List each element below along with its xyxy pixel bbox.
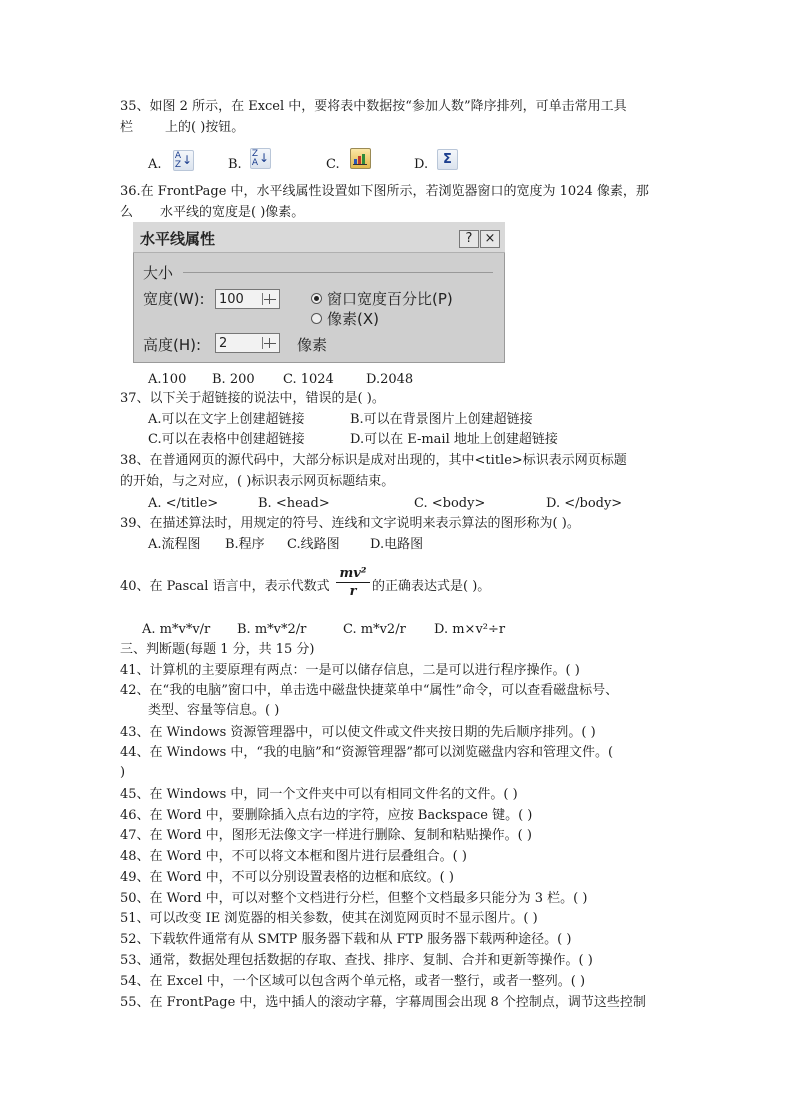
q53-text: 53、通常，数据处理包括数据的存取、查找、排序、复制、合并和更新等操作。( )	[120, 953, 593, 968]
q36-line1: 36.在 FrontPage 中，水平线属性设置如下图所示，若浏览器窗口的宽度为 1024 像素，那	[120, 184, 649, 199]
q38-option-d: D. </body>	[546, 496, 623, 511]
q42-continuation: 类型、容量等信息。( )	[148, 703, 280, 718]
q37-option-a: A.可以在文字上创建超链接	[148, 412, 305, 427]
size-section-label: 大小	[143, 264, 174, 282]
algebraic-fraction	[336, 566, 370, 601]
autosum-icon: Σ	[437, 149, 458, 170]
help-button[interactable]: ?	[459, 230, 479, 248]
height-label: 高度(H):	[143, 336, 202, 354]
q44-text: 44、在 Windows 中，“我的电脑”和“资源管理器”都可以浏览磁盘内容和管理文件。(	[120, 745, 614, 760]
q40-text-start: 40、在 Pascal 语言中，表示代数式	[120, 579, 330, 594]
sort-ascending-icon: A Z ↓	[174, 150, 193, 170]
q39-option-a: A.流程图	[148, 537, 201, 552]
fraction-numerator: mv²	[336, 566, 370, 583]
percent-option-label: 窗口宽度百分比(P)	[327, 290, 453, 308]
q52-text: 52、下载软件通常有从 SMTP 服务器下载和从 FTP 服务器下载两种途径。( )	[120, 932, 572, 947]
q35-option-a-label: A.	[148, 157, 162, 172]
q35-option-c-label: C.	[326, 157, 340, 172]
q37-option-d: D.可以在 E-mail 地址上创建超链接	[350, 432, 558, 447]
q35-line1: 35、如图 2 所示，在 Excel 中，要将表中数据按“参加人数”降序排列，可单击常用工具	[120, 99, 627, 114]
close-button[interactable]: ×	[480, 230, 500, 248]
q38-line1: 38、在普通网页的源代码中，大部分标识是成对出现的，其中<title>标识表示网页标题	[120, 453, 627, 468]
q35-line2-rest: 上的( )按钮。	[165, 120, 245, 135]
width-spinner[interactable]	[262, 293, 277, 305]
q45-text: 45、在 Windows 中，同一个文件夹中可以有相同文件名的文件。( )	[120, 787, 518, 802]
q36-option-a: A.100	[148, 372, 187, 387]
horizontal-line-properties-dialog	[133, 222, 505, 363]
q48-text: 48、在 Word 中，不可以将文本框和图片进行层叠组合。( )	[120, 849, 467, 864]
dialog-titlebar	[133, 222, 505, 253]
q35-option-b-label: B.	[228, 157, 242, 172]
chart-wizard-icon	[350, 148, 371, 169]
q44-continuation: )	[120, 765, 126, 780]
height-input[interactable]: 2	[215, 333, 280, 353]
section-divider	[183, 272, 493, 273]
q35-line2-start: 栏	[120, 120, 134, 135]
q51-text: 51、可以改变 IE 浏览器的相关参数，使其在浏览网页时不显示图片。( )	[120, 911, 538, 926]
q38-option-b: B. <head>	[258, 496, 330, 511]
pixels-radio[interactable]	[311, 313, 322, 324]
q49-text: 49、在 Word 中，不可以分别设置表格的边框和底纹。( )	[120, 870, 454, 885]
q39-text: 39、在描述算法时，用规定的符号、连线和文字说明来表示算法的图形称为( )。	[120, 516, 580, 531]
width-input[interactable]: 100	[215, 289, 280, 309]
fraction-denominator: r	[349, 584, 357, 599]
section3-heading: 三、判断题(每题 1 分，共 15 分)	[120, 642, 315, 657]
q41-text: 41、计算机的主要原理有两点：一是可以储存信息，二是可以进行程序操作。( )	[120, 663, 580, 678]
q46-text: 46、在 Word 中，要删除插入点右边的字符，应按 Backspace 键。( )	[120, 808, 533, 823]
q36-option-d: D.2048	[366, 372, 414, 387]
percent-radio[interactable]	[311, 293, 322, 304]
q42-text: 42、在“我的电脑”窗口中，单击选中磁盘快捷菜单中“属性”命令，可以查看磁盘标号、	[120, 683, 619, 698]
q37-option-c: C.可以在表格中创建超链接	[148, 432, 305, 447]
q39-option-b: B.程序	[225, 537, 265, 552]
q40-text-end: 的正确表达式是( )。	[372, 579, 491, 594]
q39-option-c: C.线路图	[287, 537, 340, 552]
pixels-option-label: 像素(X)	[327, 310, 379, 328]
q38-line2: 的开始，与之对应，( )标识表示网页标题结束。	[120, 474, 395, 489]
q39-option-d: D.电路图	[370, 537, 424, 552]
q38-option-c: C. <body>	[414, 496, 486, 511]
q47-text: 47、在 Word 中，图形无法像文字一样进行删除、复制和粘贴操作。( )	[120, 828, 532, 843]
q40-option-a: A. m*v*v/r	[142, 622, 211, 637]
q55-text: 55、在 FrontPage 中，选中插人的滚动字幕，字幕周围会出现 8 个控制点，调节这些控制	[120, 995, 646, 1010]
q36-line2-rest: 水平线的宽度是( )像素。	[160, 205, 305, 220]
q36-line2-start: 么	[120, 205, 134, 220]
q54-text: 54、在 Excel 中，一个区域可以包含两个单元格，或者一整行，或者一整列。( )	[120, 974, 586, 989]
q36-option-b: B. 200	[212, 372, 255, 387]
q40-option-b: B. m*v*2/r	[237, 622, 307, 637]
q40-option-d: D. m×v²÷r	[434, 622, 506, 637]
height-spinner[interactable]	[262, 337, 277, 349]
height-unit-label: 像素	[297, 336, 328, 354]
dialog-title: 水平线属性	[140, 230, 216, 248]
width-label: 宽度(W):	[143, 290, 205, 308]
q50-text: 50、在 Word 中，可以对整个文档进行分栏，但整个文档最多只能分为 3 栏。( )	[120, 891, 588, 906]
q35-option-d-label: D.	[414, 157, 429, 172]
q36-option-c: C. 1024	[283, 372, 334, 387]
q38-option-a: A. </title>	[148, 496, 219, 511]
sort-descending-icon: Z A ↓	[251, 148, 270, 168]
q37-option-b: B.可以在背景图片上创建超链接	[350, 412, 533, 427]
q43-text: 43、在 Windows 资源管理器中，可以使文件或文件夹按日期的先后顺序排列。( )	[120, 725, 596, 740]
q40-option-c: C. m*v2/r	[343, 622, 406, 637]
q37-text: 37、以下关于超链接的说法中，错误的是( )。	[120, 391, 385, 406]
